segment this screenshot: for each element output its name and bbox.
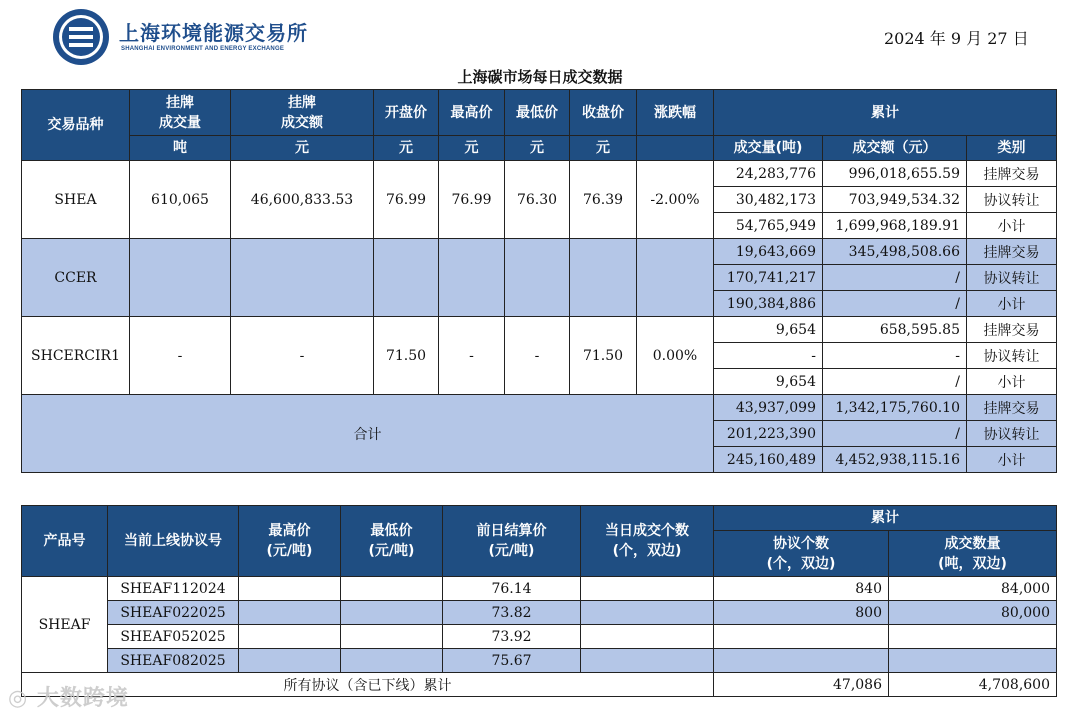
low-price (341, 649, 443, 673)
listed-amount: - (231, 317, 374, 395)
header-high: 最高价 (439, 90, 505, 136)
cum-amount: / (823, 291, 967, 317)
cum-amount: / (823, 265, 967, 291)
variety-name: CCER (22, 239, 130, 317)
unit-yuan: 元 (231, 136, 374, 161)
cum-count (714, 625, 889, 649)
total-label: 所有协议（含已下线）累计 (22, 673, 714, 697)
org-name-cn: 上海环境能源交易所 (119, 21, 308, 45)
cum-type: 小计 (967, 369, 1057, 395)
low-price (341, 577, 443, 601)
settle-price: 76.14 (443, 577, 581, 601)
header-contract: 当前上线协议号 (108, 506, 239, 577)
close-price: 76.39 (570, 161, 637, 239)
change-pct: -2.00% (637, 161, 714, 239)
cum-volume: 19,643,669 (714, 239, 823, 265)
report-title: 上海碳市场每日成交数据 (457, 68, 623, 86)
trade-count (581, 649, 714, 673)
header-cum-amount: 成交额（元） (823, 136, 967, 161)
cum-volume: 245,160,489 (714, 447, 823, 473)
cum-qty: 4,708,600 (889, 673, 1057, 697)
cum-amount: 658,595.85 (823, 317, 967, 343)
cum-volume: 54,765,949 (714, 213, 823, 239)
cum-qty: 80,000 (889, 601, 1057, 625)
cum-type: 挂牌交易 (967, 161, 1057, 187)
high-price: - (439, 317, 505, 395)
listed-amount: 46,600,833.53 (231, 161, 374, 239)
cum-amount: 1,342,175,760.10 (823, 395, 967, 421)
unit-yuan: 元 (570, 136, 637, 161)
header-change: 涨跌幅 (637, 90, 714, 136)
trade-count (581, 601, 714, 625)
header-listed-amount: 挂牌 成交额 (231, 90, 374, 136)
cum-volume: - (714, 343, 823, 369)
cum-volume: 9,654 (714, 369, 823, 395)
cum-type: 小计 (967, 291, 1057, 317)
header-close: 收盘价 (570, 90, 637, 136)
open-price (374, 239, 439, 317)
header-low: 最低价 (元/吨) (341, 506, 443, 577)
high-price (239, 577, 341, 601)
low-price: - (505, 317, 570, 395)
cum-type: 挂牌交易 (967, 317, 1057, 343)
exchange-logo-icon (52, 8, 110, 66)
table-row (22, 161, 1057, 187)
header-count: 当日成交个数 (个，双边) (581, 506, 714, 577)
variety-name: SHCERCIR1 (22, 317, 130, 395)
forward-contract-table (21, 505, 1057, 697)
header-settle: 前日结算价 (元/吨) (443, 506, 581, 577)
close-price (570, 239, 637, 317)
table-row (22, 317, 1057, 343)
cum-count: 840 (714, 577, 889, 601)
cum-type: 小计 (967, 213, 1057, 239)
watermark-text: 大数跨境 (36, 686, 129, 711)
high-price (239, 649, 341, 673)
unit-blank (637, 136, 714, 161)
cum-type: 挂牌交易 (967, 239, 1057, 265)
product-code: SHEAF (22, 577, 108, 673)
low-price: 76.30 (505, 161, 570, 239)
cum-volume: 201,223,390 (714, 421, 823, 447)
table-row (22, 601, 1057, 625)
table-row (22, 649, 1057, 673)
unit-yuan: 元 (374, 136, 439, 161)
cum-amount: 703,949,534.32 (823, 187, 967, 213)
watermark (8, 681, 129, 712)
cum-count (714, 649, 889, 673)
contract-code: SHEAF082025 (108, 649, 239, 673)
low-price (341, 601, 443, 625)
variety-name: SHEA (22, 161, 130, 239)
low-price (341, 625, 443, 649)
high-price (239, 625, 341, 649)
cum-volume: 24,283,776 (714, 161, 823, 187)
unit-ton: 吨 (130, 136, 231, 161)
watermark-icon: ◎ (8, 686, 29, 711)
cum-amount: / (823, 369, 967, 395)
cum-type: 挂牌交易 (967, 395, 1057, 421)
listed-amount (231, 239, 374, 317)
cum-volume: 9,654 (714, 317, 823, 343)
cum-volume: 30,482,173 (714, 187, 823, 213)
header-high: 最高价 (元/吨) (239, 506, 341, 577)
cum-amount: 345,498,508.66 (823, 239, 967, 265)
header-product: 产品号 (22, 506, 108, 577)
low-price (505, 239, 570, 317)
header-open: 开盘价 (374, 90, 439, 136)
change-pct: 0.00% (637, 317, 714, 395)
header-cumulative: 累计 (714, 90, 1057, 136)
header-low: 最低价 (505, 90, 570, 136)
cum-count: 800 (714, 601, 889, 625)
cum-amount: 4,452,938,115.16 (823, 447, 967, 473)
cum-type: 小计 (967, 447, 1057, 473)
listed-volume: - (130, 317, 231, 395)
cum-amount: 996,018,655.59 (823, 161, 967, 187)
cum-volume: 190,384,886 (714, 291, 823, 317)
cum-amount: - (823, 343, 967, 369)
cum-type: 协议转让 (967, 265, 1057, 291)
total-label: 合计 (22, 395, 714, 473)
cum-qty (889, 649, 1057, 673)
cum-qty (889, 625, 1057, 649)
table-row-total (22, 395, 1057, 421)
trade-count (581, 625, 714, 649)
header-cum-volume: 成交量(吨) (714, 136, 823, 161)
cum-amount: 1,699,968,189.91 (823, 213, 967, 239)
daily-trading-table (21, 89, 1057, 473)
high-price (439, 239, 505, 317)
contract-code: SHEAF022025 (108, 601, 239, 625)
close-price: 71.50 (570, 317, 637, 395)
header-cumulative: 累计 (714, 506, 1057, 531)
cum-qty: 84,000 (889, 577, 1057, 601)
trade-count (581, 577, 714, 601)
header-cum-count: 协议个数 (个，双边) (714, 531, 889, 577)
header-listed-volume: 挂牌 成交量 (130, 90, 231, 136)
cum-type: 协议转让 (967, 421, 1057, 447)
settle-price: 73.82 (443, 601, 581, 625)
org-name-en: SHANGHAI ENVIRONMENT AND ENERGY EXCHANGE (121, 46, 285, 52)
high-price: 76.99 (439, 161, 505, 239)
cum-type: 协议转让 (967, 187, 1057, 213)
settle-price: 75.67 (443, 649, 581, 673)
table-row (22, 577, 1057, 601)
header-variety: 交易品种 (22, 90, 130, 161)
high-price (239, 601, 341, 625)
cum-volume: 43,937,099 (714, 395, 823, 421)
unit-yuan: 元 (439, 136, 505, 161)
cum-type: 协议转让 (967, 343, 1057, 369)
change-pct (637, 239, 714, 317)
settle-price: 73.92 (443, 625, 581, 649)
listed-volume: 610,065 (130, 161, 231, 239)
table-row (22, 239, 1057, 265)
contract-code: SHEAF052025 (108, 625, 239, 649)
cum-count: 47,086 (714, 673, 889, 697)
open-price: 76.99 (374, 161, 439, 239)
cum-volume: 170,741,217 (714, 265, 823, 291)
report-date: 2024 年 9 月 27 日 (884, 29, 1029, 48)
open-price: 71.50 (374, 317, 439, 395)
contract-code: SHEAF112024 (108, 577, 239, 601)
unit-yuan: 元 (505, 136, 570, 161)
table-row-total (22, 673, 1057, 697)
header-cum-type: 类别 (967, 136, 1057, 161)
listed-volume (130, 239, 231, 317)
table-row (22, 625, 1057, 649)
cum-amount: / (823, 421, 967, 447)
header-cum-qty: 成交数量 (吨，双边) (889, 531, 1057, 577)
